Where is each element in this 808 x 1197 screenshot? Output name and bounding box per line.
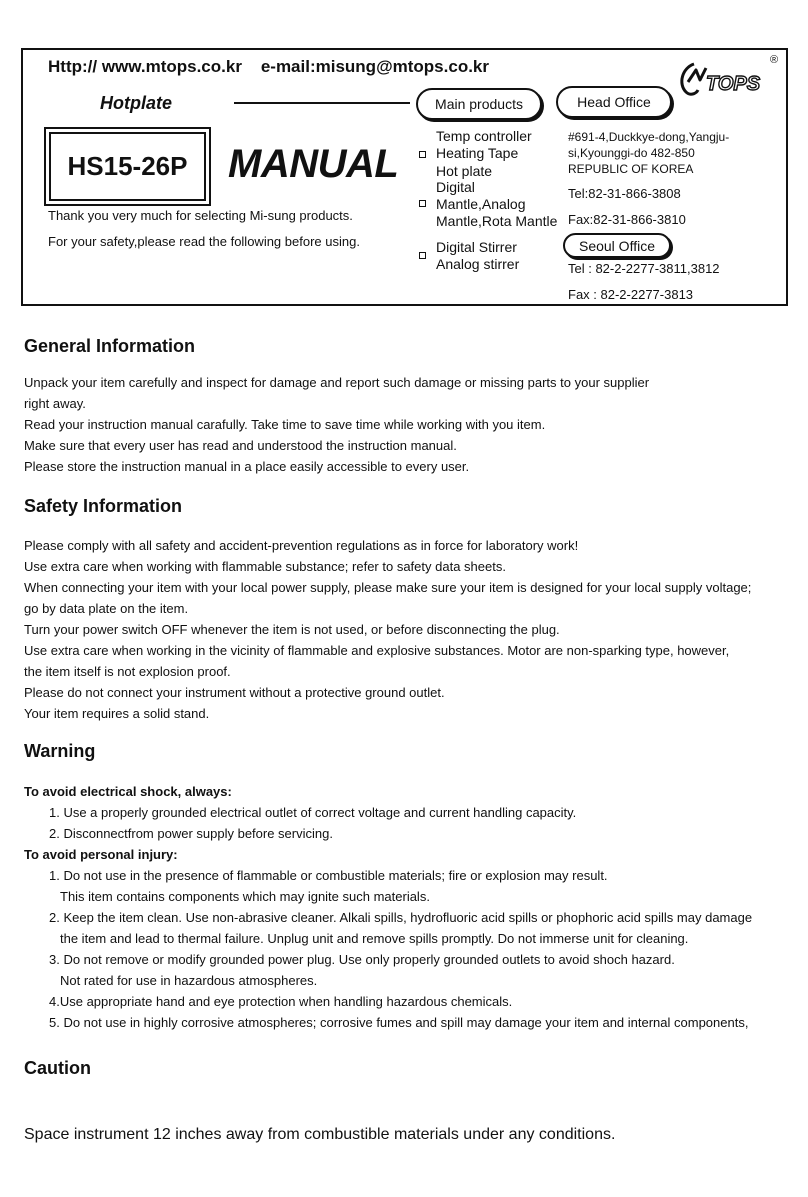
safety-line: the item itself is not explosion proof.: [24, 664, 231, 679]
product-item: Digital: [436, 179, 475, 195]
seoul-fax: Fax : 82-2-2277-3813: [568, 287, 694, 302]
company-logo: [676, 54, 786, 98]
head-address-line: #691-4,Duckkye-dong,Yangju-: [568, 130, 730, 144]
header-divider: [234, 102, 410, 104]
injury-item-cont: the item and lead to thermal failure. Unplug unit and remove spills promptly. Do not immerse unit for cleaning.: [60, 931, 689, 946]
injury-item: 1. Do not use in the presence of flammable or combustible materials; fire or explosion may result.: [49, 868, 608, 883]
safety-line: Please do not connect your instrument without a protective ground outlet.: [24, 685, 445, 700]
main-products-badge: Main products: [416, 88, 542, 120]
injury-item: 3. Do not remove or modify grounded power plug. Use only properly grounded outlets to avoid shoch hazard.: [49, 952, 675, 967]
registered-mark: ®: [770, 54, 779, 66]
caution-text: Space instrument 12 inches away from combustible materials under any conditions.: [24, 1126, 616, 1143]
safety-line: Use extra care when working in the vicinity of flammable and explosive substances. Motor are non-sparking type, however,: [24, 643, 730, 658]
caution-heading: Caution: [24, 1058, 91, 1078]
safety-line: Please comply with all safety and accident-prevention regulations as in force for laboratory work!: [24, 538, 579, 553]
warning-body: [24, 781, 799, 1033]
product-item: Temp controller: [436, 128, 532, 144]
model-number: HS15-26P: [49, 132, 206, 201]
injury-item: 2. Keep the item clean. Use non-abrasive cleaner. Alkali spills, hydrofluoric acid spills or phophoric acid spills may damage: [49, 910, 753, 925]
manual-title: MANUAL: [228, 142, 399, 186]
injury-item: 4.Use appropriate hand and eye protection when handling hazardous chemicals.: [49, 994, 513, 1009]
product-item: Mantle,Analog: [436, 196, 526, 212]
general-line: Read your instruction manual carafully. Take time to save time while working with you item.: [24, 417, 546, 432]
product-item: Heating Tape: [436, 145, 519, 161]
injury-item: 5. Do not use in highly corrosive atmospheres; corrosive fumes and spill may damage your item and internal components,: [49, 1015, 749, 1030]
safety-line: go by data plate on the item.: [24, 601, 189, 616]
general-line: Unpack your item carefully and inspect for damage and report such damage or missing parts to your supplier: [24, 375, 650, 390]
head-office-badge: Head Office: [556, 86, 672, 118]
warning-heading: Warning: [24, 741, 96, 761]
safety-line: When connecting your item with your local power supply, please make sure your item is designed for your local supply voltage;: [24, 580, 752, 595]
thanks-text: Thank you very much for selecting Mi-sung products.: [48, 208, 353, 223]
general-line: Please store the instruction manual in a place easily accessible to every user.: [24, 459, 470, 474]
safety-info-heading: Safety Information: [24, 496, 183, 516]
general-info-body: [24, 372, 799, 477]
head-fax: Fax:82-31-866-3810: [568, 212, 686, 227]
safety-note-text: For your safety,please read the following before using.: [48, 234, 360, 249]
head-address-line: si,Kyounggi-do 482-850: [568, 146, 695, 160]
injury-item-cont: Not rated for use in hazardous atmospheres.: [60, 973, 318, 988]
product-item: Digital Stirrer: [436, 239, 517, 255]
bullet-icon: [419, 200, 426, 207]
shock-item: 1. Use a properly grounded electrical outlet of correct voltage and current handling capacity.: [49, 805, 577, 820]
safety-line: Turn your power switch OFF whenever the item is not used, or before disconnecting the plug.: [24, 622, 560, 637]
safety-line: Use extra care when working with flammable substance; refer to safety data sheets.: [24, 559, 506, 574]
product-item: Hot plate: [436, 163, 493, 179]
product-item: Analog stirrer: [436, 256, 520, 272]
head-tel: Tel:82-31-866-3808: [568, 186, 681, 201]
head-address-line: REPUBLIC OF KOREA: [568, 162, 694, 176]
seoul-tel: Tel : 82-2-2277-3811,3812: [568, 261, 720, 276]
contact-line: Http:// www.mtops.co.kr e-mail:misung@mtops.co.kr: [48, 57, 489, 76]
safety-info-body: [24, 535, 799, 724]
general-line: Make sure that every user has read and understood the instruction manual.: [24, 438, 457, 453]
injury-item-cont: This item contains components which may ignite such materials.: [60, 889, 430, 904]
shock-heading: To avoid electrical shock, always:: [24, 784, 232, 799]
product-item: Mantle,Rota Mantle: [436, 213, 558, 229]
bullet-icon: [419, 252, 426, 259]
general-line: right away.: [24, 396, 86, 411]
svg-text:TOPS: TOPS: [706, 73, 761, 95]
shock-item: 2. Disconnectfrom power supply before servicing.: [49, 826, 333, 841]
injury-heading: To avoid personal injury:: [24, 847, 178, 862]
product-type: Hotplate: [100, 93, 172, 113]
general-info-heading: General Information: [24, 336, 196, 356]
seoul-office-badge: Seoul Office: [563, 233, 671, 258]
safety-line: Your item requires a solid stand.: [24, 706, 210, 721]
bullet-icon: [419, 151, 426, 158]
